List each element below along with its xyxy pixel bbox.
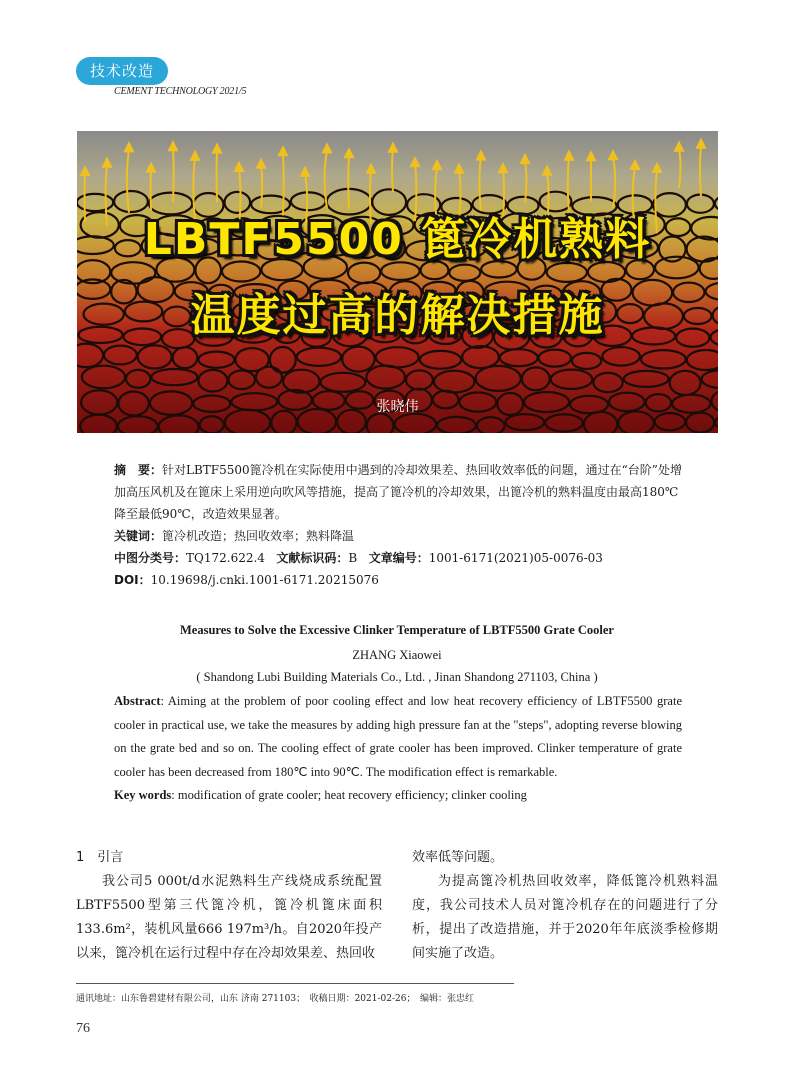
english-abstract (114, 690, 682, 784)
body-paragraph-1: 我公司5 000t/d水泥熟料生产线烧成系统配置LBTF5500型第三代篦冷机，篦冷机篦床面积133.6m²，装机风量666 197m³/h。自2020年投产以来，篦冷机在运行过程中存在冷却效果差、热回收 (76, 874, 382, 961)
abstract-label: 摘 要： (114, 463, 163, 477)
body-column-left (76, 846, 382, 966)
title-banner (77, 131, 718, 433)
heat-arrow-shaft (700, 146, 701, 197)
chinese-abstract-block (114, 459, 684, 591)
english-keywords-label: Key words (114, 788, 172, 802)
heat-arrow-shaft (261, 166, 262, 207)
title-line-1: LBTF5500 篦冷机熟料 (143, 214, 652, 265)
keywords-text: 篦冷机改造；热回收效率；熟料降温 (162, 529, 355, 543)
doi-label: DOI： (114, 573, 151, 587)
body-column-right (412, 846, 718, 966)
class-label: 中图分类号： (114, 551, 187, 565)
doc-code-label: 文献标识码： (276, 551, 349, 565)
english-keywords-text: : modification of grate cooler; heat recovery efficiency; clinker cooling (171, 788, 527, 802)
doc-code: B (348, 551, 358, 565)
section-badge: 技术改造 (76, 57, 168, 85)
article-no-label: 文章编号： (368, 551, 429, 565)
abstract-text: 针对LBTF5500篦冷机在实际使用中遇到的冷却效果差、热回收效率低的问题，通过在“台阶”处增加高压风机及在篦床上采用逆向吹风等措施，提高了篦冷机的冷却效果，出篦冷机的熟料温度由最高180℃降至最低90℃，改造效果显著。 (114, 463, 682, 521)
english-abstract-label: Abstract (114, 694, 161, 708)
heat-arrow-shaft (348, 155, 349, 209)
chinese-abstract (114, 459, 684, 525)
class-number: TQ172.622.4 (186, 551, 265, 565)
english-title: Measures to Solve the Excessive Clinker Temperature of LBTF5500 Grate Cooler (180, 623, 614, 637)
title-line-2: 温度过高的解决措施 (190, 290, 605, 341)
keywords-label: 关键词： (114, 529, 163, 543)
author-name: 张晓伟 (376, 399, 419, 415)
heat-arrow-shaft (392, 150, 393, 193)
footnote-divider (76, 983, 514, 984)
english-author: ZHANG Xiaowei (352, 648, 442, 662)
doi-line (114, 569, 684, 591)
classification-line (114, 547, 684, 569)
english-abstract-block (114, 690, 682, 808)
footnote: 通讯地址：山东鲁碧建材有限公司，山东 济南 271103； 收稿日期：2021-02-26； 编辑：张忠红 (76, 994, 474, 1004)
section-heading: 1 引言 (76, 850, 124, 865)
journal-header: CEMENT TECHNOLOGY 2021/5 (114, 86, 247, 97)
english-abstract-text: : Aiming at the problem of poor cooling effect and low heat recovery efficiency of LBTF5500 grate cooler in practical use, we take the measures by adding high pressure fan at the "steps", adopting reverse blowing on the grate bed and so on. The cooling effect of grate cooler has been improved. Clinker temperature of grate cooler has been decreased from 180℃ into 90℃. The modification effect is remarkable. (114, 694, 682, 779)
article-number: 1001-6171(2021)05-0076-03 (428, 551, 603, 565)
page-number: 76 (76, 1021, 90, 1036)
doi-value: 10.19698/j.cnki.1001-6171.20215076 (150, 573, 379, 587)
keywords-line (114, 525, 684, 547)
body-paragraph-1-continued: 效率低等问题。 (412, 850, 504, 865)
english-affiliation: ( Shandong Lubi Building Materials Co., Ltd. , Jinan Shandong 271103, China ) (196, 670, 598, 684)
body-paragraph-2: 为提高篦冷机热回收效率，降低篦冷机熟料温度，我公司技术人员对篦冷机存在的问题进行了分析，提出了改造措施，并于2020年年底淡季检修期间实施了改造。 (412, 874, 718, 961)
english-keywords (114, 784, 682, 808)
heat-arrow-shaft (173, 148, 174, 202)
